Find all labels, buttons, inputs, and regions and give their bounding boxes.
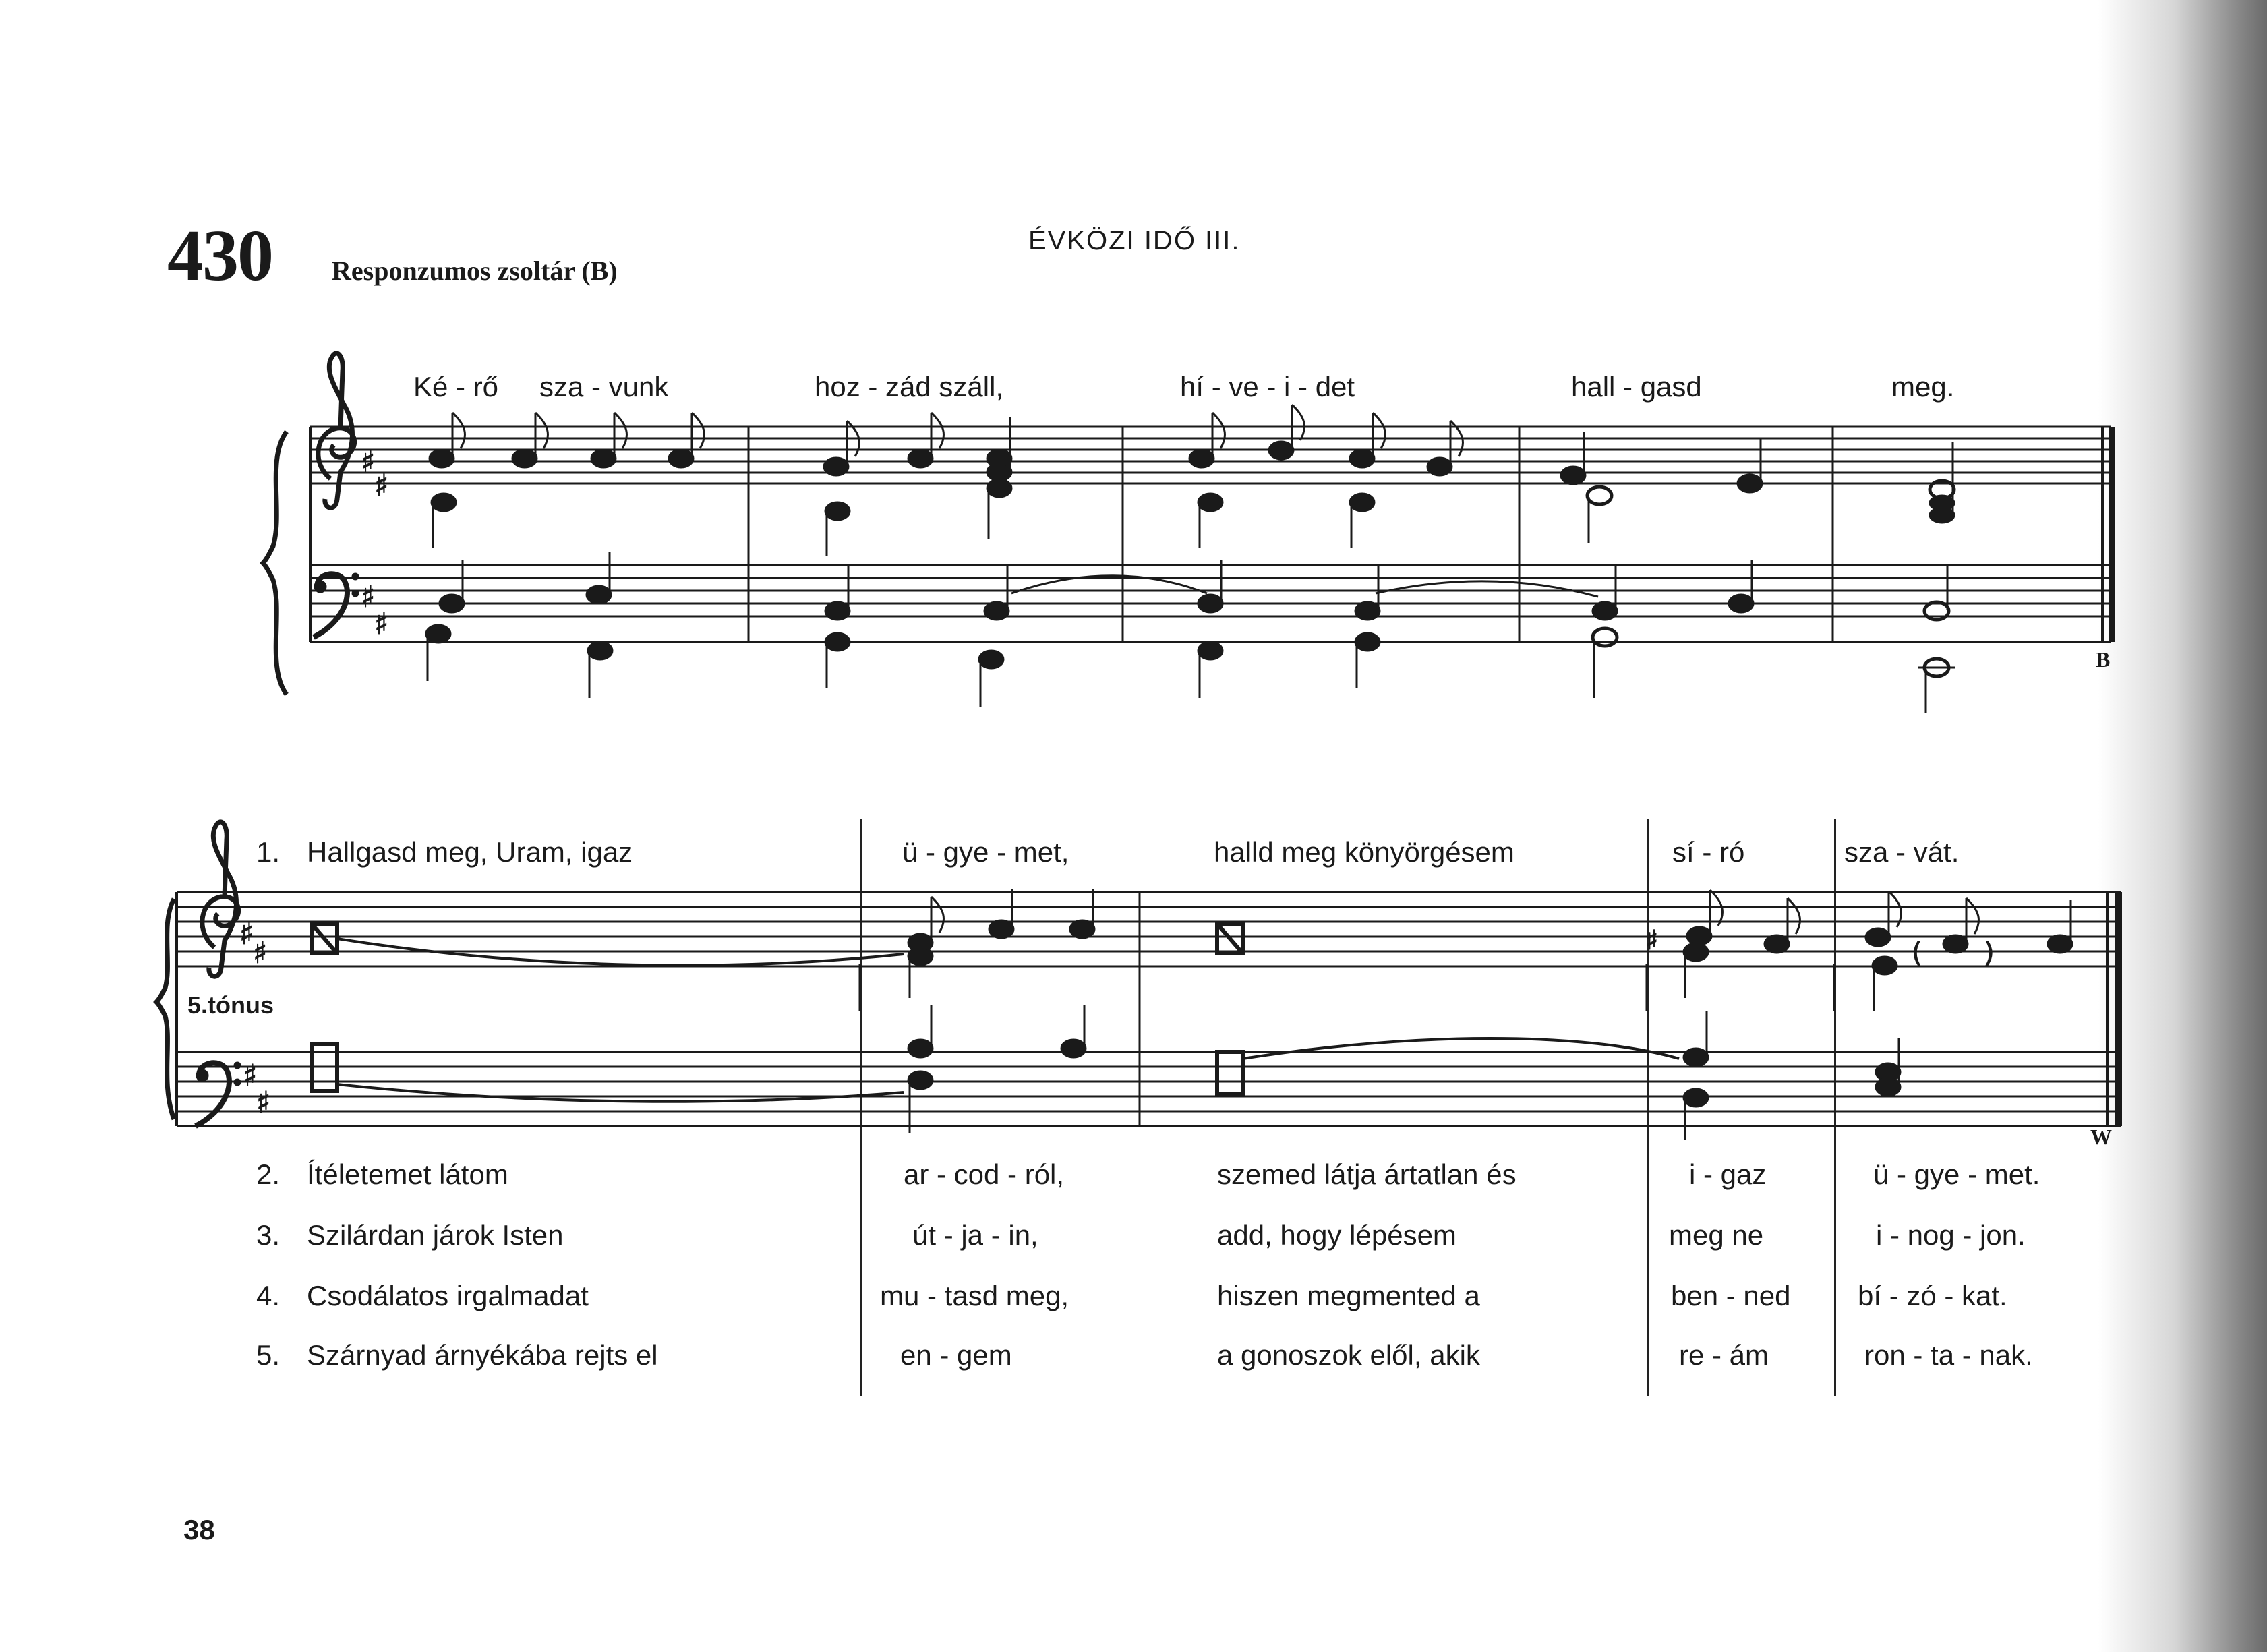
svg-text:♯: ♯ (361, 580, 376, 614)
verse-5-part-c: a gonoszok elől, akik (1217, 1339, 1480, 1371)
verse-3-part-d: meg ne (1669, 1219, 1764, 1251)
refrain-lyric-1: Ké - rő (413, 371, 499, 403)
verse-1-part-c: halld meg könyörgésem (1214, 836, 1514, 868)
verse-3-part-c: add, hogy lépésem (1217, 1219, 1456, 1251)
verse-4-number: 4. (256, 1280, 281, 1311)
verse-4-part-c: hiszen megmented a (1217, 1280, 1480, 1311)
refrain-lyric-2: sza - vunk (539, 371, 669, 403)
refrain-lyric-3: hoz - zád száll, (815, 371, 1004, 403)
svg-text:♯: ♯ (374, 469, 389, 503)
verse-5-number: 5. (256, 1339, 281, 1371)
verse-5-part-b: en - gem (900, 1339, 1012, 1371)
verse-3-part-a: Szilárdan járok Isten (307, 1219, 564, 1251)
svg-text:♯: ♯ (239, 917, 254, 951)
verse-2-number: 2. (256, 1158, 281, 1190)
verse-1-part-b: ü - gye - met, (902, 836, 1069, 868)
svg-text:): ) (1984, 937, 1995, 968)
verse-2-part-e: ü - gye - met. (1873, 1158, 2040, 1190)
verse-5-part-e: ron - ta - nak. (1864, 1339, 2033, 1371)
verse-2-part-a: Ítéletemet látom (307, 1158, 508, 1190)
refrain-system (263, 353, 2112, 713)
verse-2-part-b: ar - cod - ról, (904, 1158, 1065, 1190)
svg-text:(: ( (1912, 937, 1922, 968)
verse-2-part-c: szemed látja ártatlan és (1217, 1158, 1517, 1190)
verse-3-part-b: út - ja - in, (912, 1219, 1038, 1251)
hymn-subtitle: Responzumos zsoltár (B) (332, 256, 618, 286)
verse-4-part-b: mu - tasd meg, (880, 1280, 1069, 1311)
refrain-lyric-5: hall - gasd (1571, 371, 1702, 403)
verse-3-part-e: i - nog - jon. (1876, 1219, 2026, 1251)
svg-text:♯: ♯ (361, 445, 376, 479)
hymn-number: 430 (167, 216, 272, 296)
verse-4-part-a: Csodálatos irgalmadat (307, 1280, 589, 1311)
verse-1-part-e: sza - vát. (1844, 836, 1960, 868)
verse-1-number: 1. (256, 836, 281, 868)
refrain-lyric-6: meg. (1891, 371, 1955, 403)
svg-text:♯: ♯ (256, 1086, 271, 1120)
psalm-tone-system (156, 822, 2121, 1140)
svg-text:♯: ♯ (253, 936, 268, 970)
svg-text:♯: ♯ (1645, 925, 1659, 956)
refrain-mark: B (2096, 647, 2111, 672)
verse-4-part-d: ben - ned (1671, 1280, 1791, 1311)
psalm-tone-mark: W (2090, 1125, 2112, 1149)
verse-5-part-d: re - ám (1679, 1339, 1769, 1371)
svg-text:♯: ♯ (374, 607, 389, 641)
verse-1-part-d: sí - ró (1672, 836, 1745, 868)
refrain-lyric-4: hí - ve - i - det (1180, 371, 1355, 403)
verse-2-part-d: i - gaz (1689, 1158, 1767, 1190)
verse-1-part-a: Hallgasd meg, Uram, igaz (307, 836, 633, 868)
psalm-tone-label: 5.tónus (187, 991, 274, 1019)
page-number: 38 (183, 1514, 215, 1545)
verse-4-part-e: bí - zó - kat. (1858, 1280, 2007, 1311)
verse-3-number: 3. (256, 1219, 281, 1251)
liturgical-season: ÉVKÖZI IDŐ III. (1028, 226, 1241, 256)
verse-5-part-a: Szárnyad árnyékába rejts el (307, 1339, 658, 1371)
svg-text:♯: ♯ (243, 1059, 258, 1093)
